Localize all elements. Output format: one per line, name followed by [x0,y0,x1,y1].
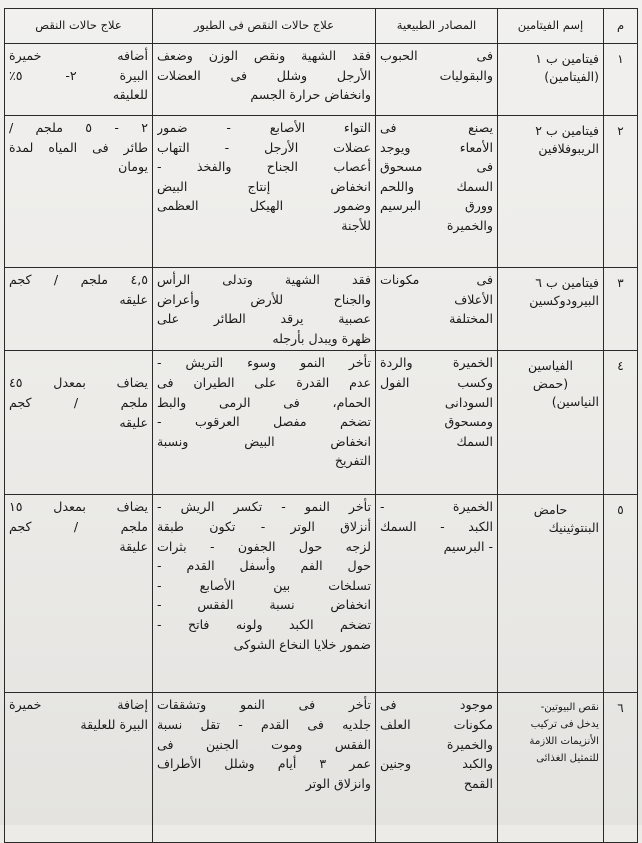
cell-line: يصنع فى [380,120,493,135]
cell-line: انخفاض نسبة الفقس - [157,597,371,613]
treatment-cell [5,116,153,268]
cell-line: نقص البيوتين- [540,702,599,714]
cell-line: التفريخ [334,453,371,469]
cell-line: فقد الشهية وتدلى الرأس [157,272,371,287]
row-number: ٦ [604,693,638,843]
cell-line: ضمور خلايا النخاع الشوكى [233,636,371,652]
cell-line: - البرسيم [443,538,493,554]
cell-line: جلديه فى القدم - تقل نسبة [157,716,371,732]
cell-line: ومسحوق [444,414,493,430]
cell-line: عليقه [119,414,148,430]
cell-line: تأخر النمو وسوء التريش - [157,355,371,371]
cell-line: عليقة [119,538,148,554]
deficiency-symptoms-cell [153,116,376,268]
cell-line: يومان [118,159,148,175]
cell-line: أنزلاق الوتر - تكون طبقة [157,518,371,534]
cell-line: يضاف بمعدل ١٥ [9,499,148,515]
treatment-cell [5,693,153,843]
cell-line: موجود فى [380,697,493,713]
vitamin-name-cell [498,268,604,351]
cell-line: ٤,٥ ملجم / كجم [9,272,148,287]
header-num: م [604,9,638,44]
cell-line: القمح [463,775,493,791]
deficiency-symptoms-cell [153,693,376,843]
cell-line: تسلخات بين الأصابع - [157,577,371,593]
cell-line: الخميرة - [380,499,493,515]
treatment-cell [5,351,153,495]
cell-line: والخميرة [446,217,493,233]
treatment-cell [5,495,153,693]
cell-line: فى مسحوق [380,159,493,175]
row-number: ١ [604,44,638,116]
vitamin-name-cell [498,116,604,268]
cell-line: والجناح للأرض وأعراض [157,291,371,307]
cell-line: الكبد - السمك [380,518,493,534]
deficiency-symptoms-cell [153,44,376,116]
cell-line: وانزلاق الوتر [305,775,371,791]
cell-line: لزجه حول الجفون - بثرات [157,538,371,554]
cell-line: فيتامين ب ٦ [535,275,599,290]
cell-line: عمر ٣ أيام وشلل الأطراف [157,756,371,772]
cell-line: للعليقه [112,87,148,103]
natural-sources-cell [376,693,498,843]
cell-line: الحمام، فى الرمى والبط [157,394,371,410]
cell-line: عصبية يرقد الطائر على [157,311,371,327]
cell-line: وورق البرسيم [380,198,493,214]
cell-line: وضمور الهيكل العظمى [157,198,371,214]
cell-line: وكسب الفول [380,374,493,390]
table-row [5,351,638,495]
cell-line: البيرة ٢- ٥٪ [9,67,148,83]
table-row [5,495,638,693]
cell-line: الخميرة والردة [380,355,493,371]
cell-line: طائر فى المياه لمدة [9,139,148,155]
cell-line: فى مكونات [380,272,493,287]
cell-line: انخفاض البيض ونسبة [157,433,371,449]
cell-line: عضلات الأرجل - التهاب [157,139,371,155]
cell-line: الفقس وموت الجنين فى [157,736,371,752]
cell-line: الأنزيمات اللازمة [529,736,599,748]
table-row [5,44,638,116]
cell-line: للأجنة [341,217,371,233]
deficiency-symptoms-cell [153,495,376,693]
natural-sources-cell [376,116,498,268]
cell-line: انخفاض إنتاج البيض [157,178,371,194]
header-natural-sources: المصادر الطبيعية [376,9,498,44]
cell-line: فى الحبوب [380,48,493,63]
cell-line: ملجم / كجم [9,518,148,534]
cell-line: أضافه خميرة [9,48,148,63]
row-number: ٤ [604,351,638,495]
cell-line: التواء الأصابع - ضمور [157,120,371,135]
cell-line: مكونات العلف [380,716,493,732]
cell-line: فيتامين ب ١ [535,51,599,66]
vitamin-name-cell [498,351,604,495]
cell-line: يدخل فى تركيب [530,719,599,731]
vitamin-name-cell [498,693,604,843]
cell-line: البنتوثينيك [548,520,599,536]
cell-line: تأخر النمو - تكسر الريش - [157,499,371,515]
table-row [5,268,638,351]
cell-line: حول الفم وأسفل القدم - [157,558,371,574]
cell-line: السودانى [444,394,493,410]
cell-line: ملجم / كجم [9,394,148,410]
cell-line: والبقوليات [439,67,493,83]
cell-line: الأمعاء ويوجد [380,139,493,155]
natural-sources-cell [376,495,498,693]
row-number: ٥ [604,495,638,693]
cell-line: أعصاب الجناح والفخذ - [157,159,371,175]
cell-line: يضاف بمعدل ٤٥ [9,375,148,391]
treatment-cell [5,268,153,351]
header-treatment: علاج حالات النقص [5,9,153,44]
cell-line: والكبد وجنين [380,756,493,772]
cell-line: النياسين) [551,394,599,410]
cell-line: ظهرة ويبدل بأرجله [272,330,371,346]
vitamin-name-cell [498,44,604,116]
vitamin-deficiency-table [4,8,638,843]
vitamin-name-cell [498,495,604,693]
cell-line: الفياسين [528,358,573,374]
deficiency-symptoms-cell [153,351,376,495]
cell-line: البيرة للعليقة [80,716,148,732]
natural-sources-cell [376,44,498,116]
header-vitamin-name: إسم الفيتامين [498,9,604,44]
cell-line: وانخفاض حرارة الجسم [250,87,371,103]
cell-line: السمك [456,433,493,449]
natural-sources-cell [376,268,498,351]
cell-line: إضافة خميرة [9,697,148,713]
cell-line: فقد الشهية ونقص الوزن وضعف [157,48,371,63]
deficiency-symptoms-cell [153,268,376,351]
header-deficiency-symptoms: علاج حالات النقص فى الطيور [153,9,376,44]
cell-line: تأخر فى النمو وتشققات [157,697,371,713]
cell-line: فيتامين ب ٢ [535,123,599,138]
cell-line: ٢ - ٥ ملجم / [9,120,148,135]
cell-line: للتمثيل الغذائى [536,753,599,765]
cell-line: حامض [533,502,568,518]
cell-line: عليقه [119,291,148,307]
cell-line: عدم القدرة على الطيران فى [157,374,371,390]
cell-line: السمك واللحم [380,178,493,194]
cell-line: الريبوفلافين [538,141,599,156]
cell-line: المختلفة [449,311,493,327]
table-row [5,116,638,268]
cell-line: والخميرة [446,736,493,752]
cell-line: تضخم الكبد ولونه فاتح - [157,616,371,632]
cell-line: الأرجل وشلل فى العضلات [157,67,371,83]
table-row [5,693,638,843]
header-row [5,9,638,44]
row-number: ٣ [604,268,638,351]
cell-line: تضخم مفصل العرقوب - [157,414,371,430]
cell-line: (الفيتامين) [544,69,599,84]
cell-line: الأعلاف [454,291,493,307]
row-number: ٢ [604,116,638,268]
cell-line: البيرودوكسين [529,293,599,308]
cell-line: (حمض [532,376,569,392]
treatment-cell [5,44,153,116]
natural-sources-cell [376,351,498,495]
